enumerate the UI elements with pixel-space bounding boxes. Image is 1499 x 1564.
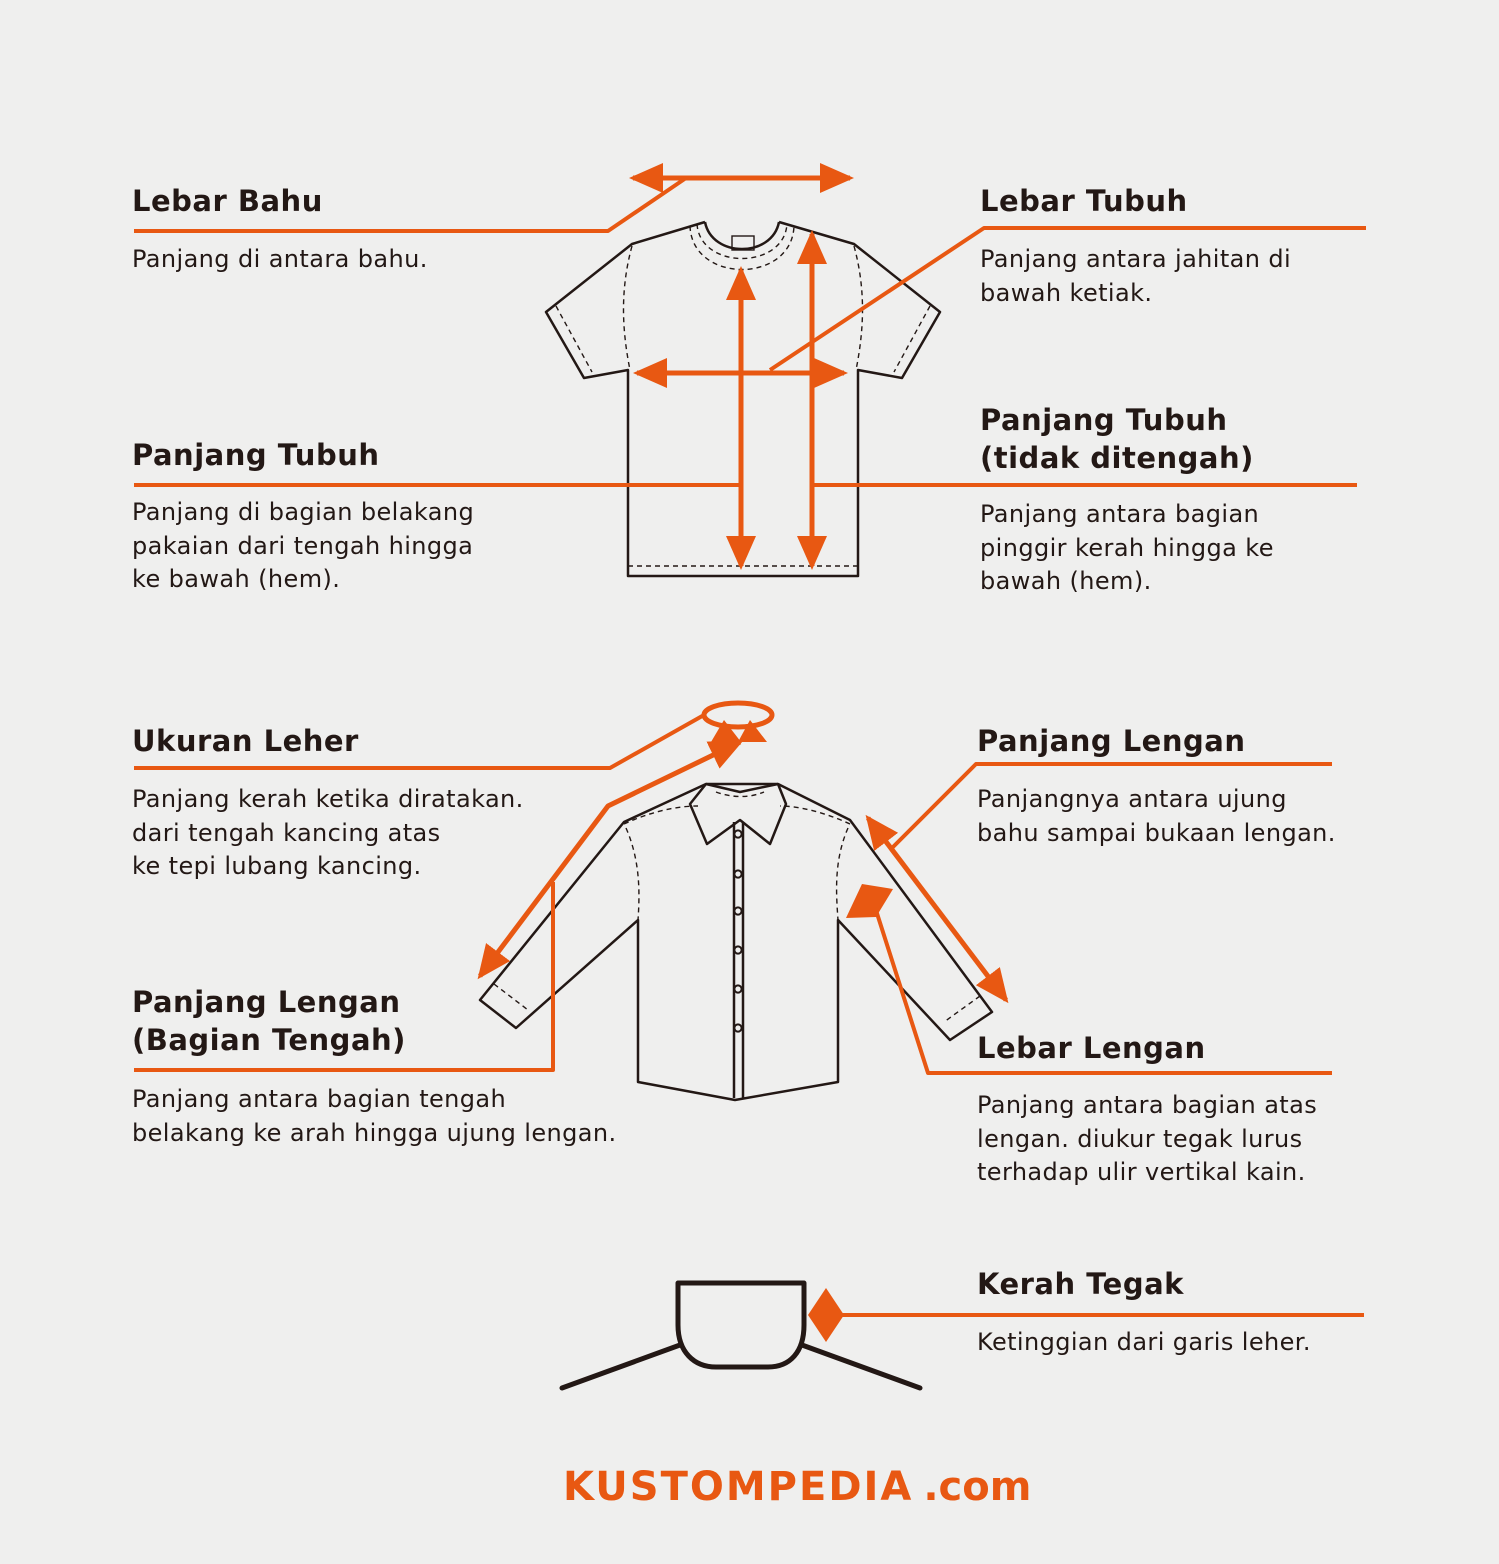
brand-name: KUSTOMPEDIA xyxy=(563,1464,914,1510)
sleeve-width-marker xyxy=(846,884,893,918)
kerah-tegak-desc: Ketinggian dari garis leher. xyxy=(977,1328,1311,1356)
panjang-lengan-desc: Panjangnya antara ujung bahu sampai bukaan lengan. xyxy=(977,785,1336,847)
panjang-lengan-title: Panjang Lengan xyxy=(977,724,1246,758)
neck-size-ring xyxy=(704,703,772,727)
kerah-tegak-title: Kerah Tegak xyxy=(977,1267,1184,1301)
lebar-tubuh-desc: Panjang antara jahitan di bawah ketiak. xyxy=(980,245,1292,307)
lebar-tubuh-title: Lebar Tubuh xyxy=(980,184,1188,218)
ukuran-leher-desc: Panjang kerah ketika diratakan. dari tengah kancing atas ke tepi lubang kancing. xyxy=(132,785,524,880)
panjang-tubuh-pinggir-desc: Panjang antara bagian pinggir kerah hingga ke bawah (hem). xyxy=(980,500,1274,595)
panjang-lengan-tengah-title: Panjang Lengan (Bagian Tengah) xyxy=(132,985,406,1057)
lebar-lengan-desc: Panjang antara bagian atas lengan. diukur tegak lurus terhadap ulir vertikal kain. xyxy=(977,1091,1318,1186)
lebar-bahu-desc: Panjang di antara bahu. xyxy=(132,245,428,273)
ukuran-leher-title: Ukuran Leher xyxy=(132,724,359,758)
panjang-tubuh-title: Panjang Tubuh xyxy=(132,438,380,472)
brand-logo xyxy=(563,1462,1031,1512)
lebar-lengan-title: Lebar Lengan xyxy=(977,1031,1206,1065)
collar-height-marker xyxy=(808,1288,844,1342)
shirt-buttons xyxy=(734,830,741,1031)
stand-collar-outline xyxy=(562,1283,920,1388)
panjang-tubuh-pinggir-title: Panjang Tubuh (tidak ditengah) xyxy=(980,403,1254,475)
lebar-bahu-title: Lebar Bahu xyxy=(132,184,323,218)
panjang-lengan-tengah-desc: Panjang antara bagian tengah belakang ke arah hingga ujung lengan. xyxy=(132,1085,617,1147)
brand-suffix: .com xyxy=(923,1464,1032,1510)
panjang-tubuh-desc: Panjang di bagian belakang pakaian dari tengah hingga ke bawah (hem). xyxy=(132,498,475,593)
